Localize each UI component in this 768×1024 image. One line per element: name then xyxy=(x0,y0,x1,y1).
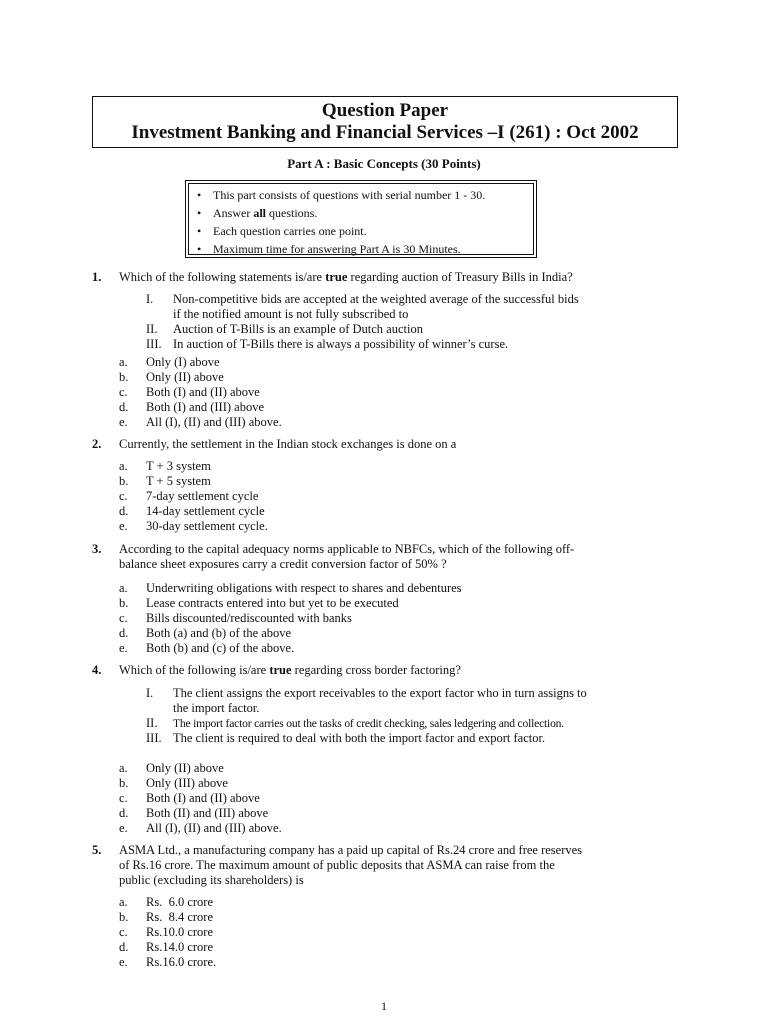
question-number: 1. xyxy=(92,270,102,284)
instruction-item xyxy=(197,240,533,258)
option-d: d. Both (II) and (III) above xyxy=(119,806,269,820)
statement-item: III. In auction of T-Bills there is always a possibility of winner’s curse. xyxy=(146,337,509,351)
bullet-icon: • xyxy=(197,242,202,256)
option-c: c. 7-day settlement cycle xyxy=(119,489,259,503)
question-text: Currently, the settlement in the Indian stock exchanges is done on a xyxy=(119,437,457,451)
question-text: Which of the following is/are true regarding cross border factoring? xyxy=(119,663,461,677)
statement-item: II. The import factor carries out the tasks of credit checking, sales ledgering and collection. xyxy=(146,716,564,730)
question-text: Which of the following statements is/are true regarding auction of Treasury Bills in India? xyxy=(119,270,573,284)
bullet-icon: • xyxy=(197,188,202,202)
option-a: a. Underwriting obligations with respect to shares and debentures xyxy=(119,581,462,595)
instruction-item xyxy=(197,186,533,204)
option-e: e. Rs.16.0 crore. xyxy=(119,955,217,969)
option-b: b. T + 5 system xyxy=(119,474,211,488)
instruction-text: Answer all questions. xyxy=(213,206,318,220)
instruction-text: Each question carries one point. xyxy=(213,224,367,238)
question-text: According to the capital adequacy norms applicable to NBFCs, which of the following off- balance sheet exposures carry a credit conversion factor of 50% ? xyxy=(119,542,575,571)
instruction-item xyxy=(197,222,533,240)
option-d: d. Both (I) and (III) above xyxy=(119,400,265,414)
option-b: b. Only (II) above xyxy=(119,370,224,384)
statement-item: III. The client is required to deal with both the import factor and export factor. xyxy=(146,731,546,745)
page-number: 1 xyxy=(381,999,387,1013)
option-c: c. Both (I) and (II) above xyxy=(119,791,260,805)
option-c: c. Both (I) and (II) above xyxy=(119,385,260,399)
option-b: b. Rs. 8.4 crore xyxy=(119,910,213,924)
option-e: e. All (I), (II) and (III) above. xyxy=(119,821,282,835)
instructions-box xyxy=(185,180,537,258)
bullet-icon: • xyxy=(197,224,202,238)
statement-item: I. The client assigns the export receivables to the export factor who in turn assigns to the import factor. xyxy=(146,686,587,715)
paper-title: Question Paper xyxy=(321,100,449,121)
option-c: c. Rs.10.0 crore xyxy=(119,925,213,939)
option-b: b. Only (III) above xyxy=(119,776,228,790)
bullet-icon: • xyxy=(197,206,202,220)
option-d: d. Both (a) and (b) of the above xyxy=(119,626,292,640)
question-number: 4. xyxy=(92,663,102,677)
option-d: d. Rs.14.0 crore xyxy=(119,940,213,954)
title-box xyxy=(92,96,678,148)
statement-item: I. Non-competitive bids are accepted at the weighted average of the successful bids if the notified amount is not fully subscribed to xyxy=(146,292,579,321)
paper-subtitle: Investment Banking and Financial Services –I (261) : Oct 2002 xyxy=(131,122,639,143)
option-a: a. Rs. 6.0 crore xyxy=(119,895,213,909)
instruction-text: Maximum time for answering Part A is 30 Minutes. xyxy=(213,242,461,256)
instructions-inner xyxy=(188,183,534,255)
question-number: 3. xyxy=(92,542,102,556)
option-c: c. Bills discounted/rediscounted with banks xyxy=(119,611,352,625)
part-title: Part A : Basic Concepts (30 Points) xyxy=(287,156,481,171)
option-e: e. 30-day settlement cycle. xyxy=(119,519,268,533)
question-number: 2. xyxy=(92,437,102,451)
option-d: d. 14-day settlement cycle xyxy=(119,504,265,518)
statement-item: II. Auction of T-Bills is an example of Dutch auction xyxy=(146,322,423,336)
option-b: b. Lease contracts entered into but yet to be executed xyxy=(119,596,399,610)
option-a: a. T + 3 system xyxy=(119,459,211,473)
option-a: a. Only (II) above xyxy=(119,761,224,775)
option-e: e. Both (b) and (c) of the above. xyxy=(119,641,295,655)
instruction-text: This part consists of questions with serial number 1 - 30. xyxy=(213,188,486,202)
question-number: 5. xyxy=(92,843,102,857)
instruction-item xyxy=(197,204,533,222)
option-e: e. All (I), (II) and (III) above. xyxy=(119,415,282,429)
question-text: ASMA Ltd., a manufacturing company has a paid up capital of Rs.24 crore and free reserves of Rs.16 crore. The maximum amount of public deposits that ASMA can raise from the public (excluding its shareholders) is xyxy=(119,843,583,887)
option-a: a. Only (I) above xyxy=(119,355,220,369)
